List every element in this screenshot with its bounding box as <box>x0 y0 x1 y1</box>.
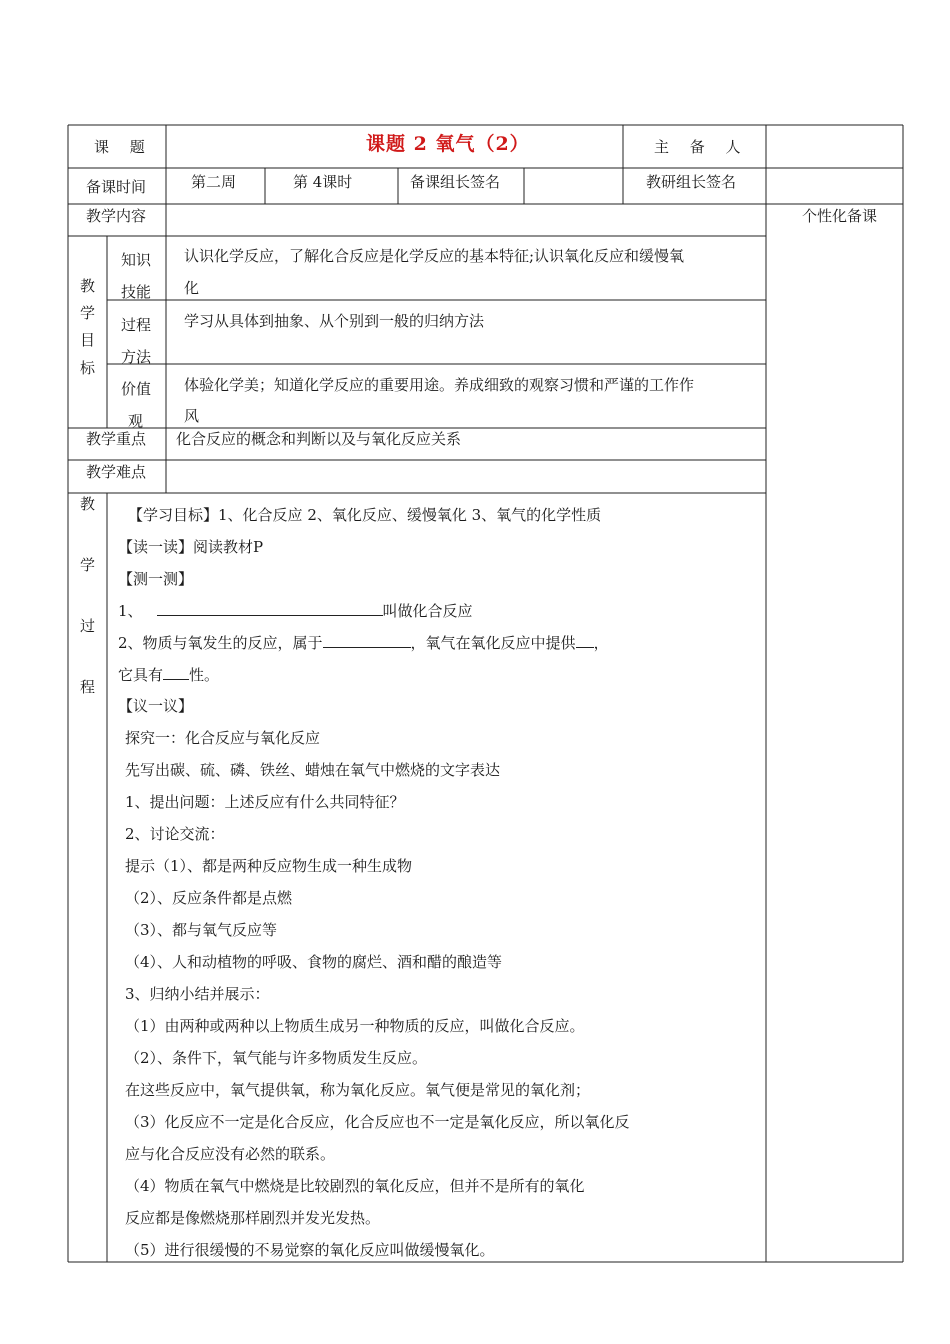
process-line: 1、提出问题：上述反应有什么共同特征？ <box>125 793 405 811</box>
discuss-heading: 【议一议】 <box>118 697 194 715</box>
objective-process-label: 过程 <box>121 316 152 334</box>
question-2-end: ， <box>593 634 609 652</box>
answer-blank[interactable] <box>163 664 189 680</box>
process-line: （2）、反应条件都是点燃 <box>125 889 293 907</box>
objective-values-text: 风 <box>184 407 200 425</box>
process-label-char: 教 <box>80 495 96 513</box>
objective-knowledge-label: 知识 <box>121 251 152 269</box>
objective-values-text: 体验化学美；知道化学反应的重要用途。养成细致的观察习惯和严谨的工作作 <box>184 376 695 394</box>
preparer-label: 主 备 人 <box>654 138 749 156</box>
process-line: （3）、都与氧气反应等 <box>125 921 278 939</box>
process-label-char: 过 <box>80 617 96 635</box>
question-1 <box>118 600 473 621</box>
process-line: （4）、人和动植物的呼吸、食物的腐烂、酒和醋的酿造等 <box>125 953 503 971</box>
personal-prep-label: 个性化备课 <box>802 207 878 225</box>
test-heading: 【测一测】 <box>118 570 194 588</box>
read-section: 【读一读】阅读教材P <box>118 538 264 556</box>
objectives-label-char: 学 <box>80 304 96 322</box>
process-line: 3、归纳小结并展示： <box>125 985 270 1003</box>
process-line: （1）由两种或两种以上物质生成另一种物质的反应，叫做化合反应。 <box>125 1017 585 1035</box>
answer-blank[interactable] <box>157 600 383 616</box>
question-1-suffix: 叫做化合反应 <box>382 602 473 620</box>
focus-label: 教学重点 <box>86 430 147 448</box>
objective-knowledge-label: 技能 <box>121 283 152 301</box>
process-line: 提示（1）、都是两种反应物生成一种生成物 <box>125 857 413 875</box>
process-line: 应与化合反应没有必然的联系。 <box>125 1145 336 1163</box>
process-line: （4）物质在氧气中燃烧是比较剧烈的氧化反应，但并不是所有的氧化 <box>125 1177 585 1195</box>
process-line: 先写出碳、硫、磷、铁丝、蜡烛在氧气中燃烧的文字表达 <box>125 761 501 779</box>
objective-values-label: 观 <box>128 412 144 430</box>
process-line: （3）化反应不一定是化合反应，化合反应也不一定是氧化反应，所以氧化反 <box>125 1113 630 1131</box>
objectives-label-char: 教 <box>80 277 96 295</box>
focus-text: 化合反应的概念和判断以及与氧化反应关系 <box>176 430 462 448</box>
prep-lesson: 第 4课时 <box>293 173 353 191</box>
page-title: 课题 2 氧气（2） <box>366 133 530 155</box>
objective-knowledge-text: 认识化学反应，了解化合反应是化学反应的基本特征;认识氧化反应和缓慢氧 <box>184 247 685 265</box>
process-line: 探究一：化合反应与氧化反应 <box>125 729 321 747</box>
objective-values-label: 价值 <box>121 380 152 398</box>
group-leader-label: 备课组长签名 <box>410 173 501 191</box>
research-leader-label: 教研组长签名 <box>646 173 737 191</box>
process-line: 在这些反应中，氧气提供氧，称为氧化反应。氧气便是常见的氧化剂； <box>125 1081 591 1099</box>
difficulty-label: 教学难点 <box>86 463 147 481</box>
question-2-mid: ，氧气在氧化反应中提供 <box>410 634 576 652</box>
process-line: 2、讨论交流： <box>125 825 225 843</box>
content-label: 教学内容 <box>86 207 147 225</box>
objective-knowledge-text: 化 <box>184 279 200 297</box>
course-label: 课 题 <box>94 138 153 156</box>
process-label-char: 程 <box>80 678 96 696</box>
question-2-line-2-prefix: 它具有 <box>118 666 164 684</box>
question-1-prefix: 1、 <box>118 602 143 620</box>
process-label-char: 学 <box>80 556 96 574</box>
process-line: （5）进行很缓慢的不易觉察的氧化反应叫做缓慢氧化。 <box>125 1241 495 1259</box>
question-2 <box>118 632 609 653</box>
question-2-line-2-suffix: 性。 <box>189 666 220 684</box>
process-line: 反应都是像燃烧那样剧烈并发光发热。 <box>125 1209 381 1227</box>
answer-blank[interactable] <box>576 632 594 648</box>
question-2-prefix: 2、物质与氧发生的反应，属于 <box>118 634 323 652</box>
prep-week: 第二周 <box>191 173 237 191</box>
objective-process-text: 学习从具体到抽象、从个别到一般的归纳方法 <box>184 312 485 330</box>
question-2-line-2 <box>118 664 219 685</box>
process-line: （2）、条件下，氧气能与许多物质发生反应。 <box>125 1049 428 1067</box>
prep-time-label: 备课时间 <box>86 178 147 196</box>
objectives-label-char: 标 <box>80 359 96 377</box>
answer-blank[interactable] <box>323 632 411 648</box>
learning-goal: 【学习目标】1、化合反应 2、氧化反应、缓慢氧化 3、氧气的化学性质 <box>128 506 602 524</box>
objectives-label-char: 目 <box>80 331 96 349</box>
objective-process-label: 方法 <box>121 348 152 366</box>
